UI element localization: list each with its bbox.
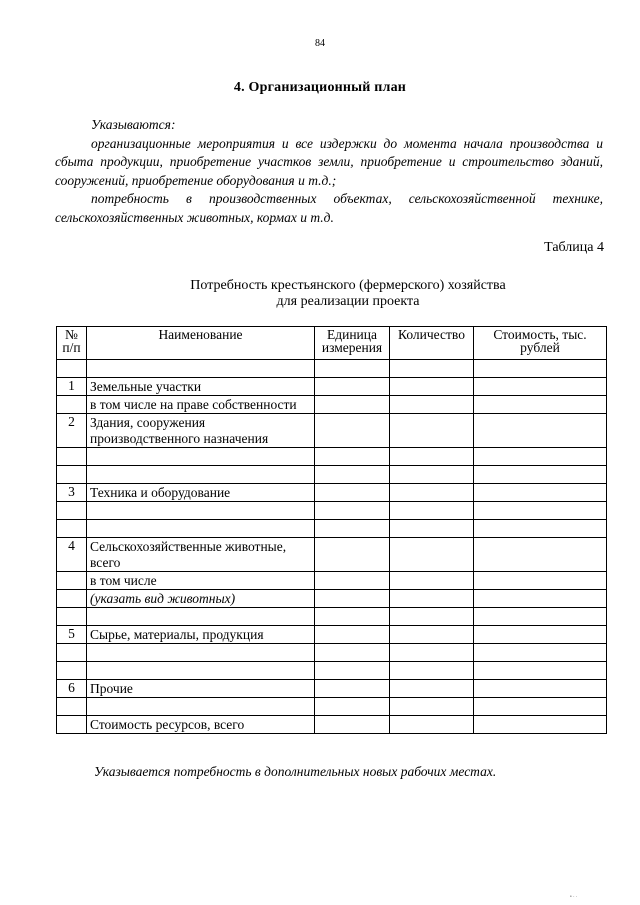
row-number: [57, 662, 87, 680]
unit-cell: [315, 520, 390, 538]
intro-text: [55, 116, 603, 227]
cost-cell: [474, 448, 607, 466]
qty-cell: [390, 626, 474, 644]
footer-note: Указывается потребность в дополнительных новых рабочих местах.: [94, 764, 497, 779]
qty-cell: [390, 572, 474, 590]
row-number: [57, 590, 87, 608]
unit-cell: [315, 378, 390, 396]
qty-cell: [390, 662, 474, 680]
row-number: 1: [57, 378, 87, 396]
table-caption-line-2: для реализации проекта: [276, 294, 420, 309]
table-row: [57, 448, 607, 466]
row-number: [57, 520, 87, 538]
cost-cell: [474, 608, 607, 626]
unit-cell: [315, 448, 390, 466]
table-row: [57, 698, 607, 716]
qty-cell: [390, 698, 474, 716]
corner-mark: • · ·: [570, 895, 578, 900]
header-name: Наименование: [87, 327, 315, 360]
unit-cell: [315, 698, 390, 716]
row-number: [57, 466, 87, 484]
cost-cell: [474, 626, 607, 644]
table-row: [57, 644, 607, 662]
table-row: [57, 466, 607, 484]
qty-cell: [390, 716, 474, 734]
row-number: [57, 644, 87, 662]
table-row: [57, 626, 607, 644]
row-name: Прочие: [87, 680, 315, 698]
unit-cell: [315, 538, 390, 572]
cost-cell: [474, 590, 607, 608]
cost-cell: [474, 378, 607, 396]
header-num: № п/п: [57, 327, 87, 360]
table-row: [57, 484, 607, 502]
row-number: [57, 572, 87, 590]
table-body: [57, 360, 607, 734]
qty-cell: [390, 484, 474, 502]
row-number: 5: [57, 626, 87, 644]
table-row: [57, 502, 607, 520]
qty-cell: [390, 520, 474, 538]
cost-cell: [474, 520, 607, 538]
qty-cell: [390, 414, 474, 448]
cost-cell: [474, 644, 607, 662]
unit-cell: [315, 466, 390, 484]
row-number: [57, 396, 87, 414]
row-name: Сырье, материалы, продукция: [87, 626, 315, 644]
row-name: Здания, сооружения производственного назначения: [87, 414, 315, 448]
table-label: Таблица 4: [544, 240, 604, 255]
spacer-row: [57, 360, 607, 378]
unit-cell: [315, 484, 390, 502]
unit-cell: [315, 626, 390, 644]
table-row: [57, 590, 607, 608]
qty-cell: [390, 396, 474, 414]
qty-cell: [390, 590, 474, 608]
cost-cell: [474, 698, 607, 716]
row-name: [87, 698, 315, 716]
row-name: (указать вид животных): [87, 590, 315, 608]
row-number: [57, 608, 87, 626]
row-number: 3: [57, 484, 87, 502]
row-name: [87, 466, 315, 484]
qty-cell: [390, 502, 474, 520]
needs-table: [56, 326, 607, 734]
table-row: [57, 396, 607, 414]
cost-cell: [474, 502, 607, 520]
row-name: [87, 662, 315, 680]
row-number: [57, 716, 87, 734]
table-row: [57, 680, 607, 698]
row-name: Сельскохозяйственные животные, всего: [87, 538, 315, 572]
unit-cell: [315, 662, 390, 680]
qty-cell: [390, 466, 474, 484]
intro-paragraph-2: потребность в производственных объектах, сельскохозяйственной технике, сельскохозяйственных животных, кормах и т.д.: [55, 191, 603, 225]
cost-cell: [474, 484, 607, 502]
table-row: [57, 378, 607, 396]
intro-lead: Указываются:: [91, 117, 176, 132]
cost-cell: [474, 662, 607, 680]
row-number: 4: [57, 538, 87, 572]
row-name: Земельные участки: [87, 378, 315, 396]
cost-cell: [474, 716, 607, 734]
qty-cell: [390, 378, 474, 396]
cost-cell: [474, 538, 607, 572]
unit-cell: [315, 590, 390, 608]
header-unit: Единица измерения: [315, 327, 390, 360]
header-cost: Стоимость, тыс. рублей: [474, 327, 607, 360]
cost-cell: [474, 572, 607, 590]
table-row: [57, 716, 607, 734]
row-name: [87, 608, 315, 626]
table-row: [57, 608, 607, 626]
unit-cell: [315, 716, 390, 734]
unit-cell: [315, 414, 390, 448]
qty-cell: [390, 448, 474, 466]
row-number: 2: [57, 414, 87, 448]
row-number: 6: [57, 680, 87, 698]
row-name: в том числе на праве собственности: [87, 396, 315, 414]
row-number: [57, 502, 87, 520]
table-row: [57, 520, 607, 538]
unit-cell: [315, 572, 390, 590]
row-name: [87, 520, 315, 538]
qty-cell: [390, 538, 474, 572]
table-row: [57, 662, 607, 680]
qty-cell: [390, 680, 474, 698]
row-name: Стоимость ресурсов, всего: [87, 716, 315, 734]
header-qty: Количество: [390, 327, 474, 360]
cost-cell: [474, 466, 607, 484]
table-caption: [0, 278, 640, 310]
row-name: в том числе: [87, 572, 315, 590]
qty-cell: [390, 608, 474, 626]
cost-cell: [474, 396, 607, 414]
row-name: Техника и оборудование: [87, 484, 315, 502]
section-title: 4. Организационный план: [233, 80, 407, 95]
row-number: [57, 698, 87, 716]
unit-cell: [315, 608, 390, 626]
table-caption-line-1: Потребность крестьянского (фермерского) хозяйства: [190, 278, 506, 293]
row-number: [57, 448, 87, 466]
unit-cell: [315, 644, 390, 662]
table-row: [57, 572, 607, 590]
table-row: [57, 538, 607, 572]
page-number: 84: [315, 38, 325, 49]
unit-cell: [315, 680, 390, 698]
cost-cell: [474, 680, 607, 698]
unit-cell: [315, 502, 390, 520]
row-name: [87, 644, 315, 662]
row-name: [87, 448, 315, 466]
qty-cell: [390, 644, 474, 662]
cost-cell: [474, 414, 607, 448]
intro-paragraph-1: организационные мероприятия и все издержки до момента начала производства и сбыта продукции, приобретение участков земли, приобретение и строительство зданий, сооружений, приобретение оборудования и т.д.;: [55, 135, 603, 188]
unit-cell: [315, 396, 390, 414]
row-name: [87, 502, 315, 520]
table-row: [57, 414, 607, 448]
